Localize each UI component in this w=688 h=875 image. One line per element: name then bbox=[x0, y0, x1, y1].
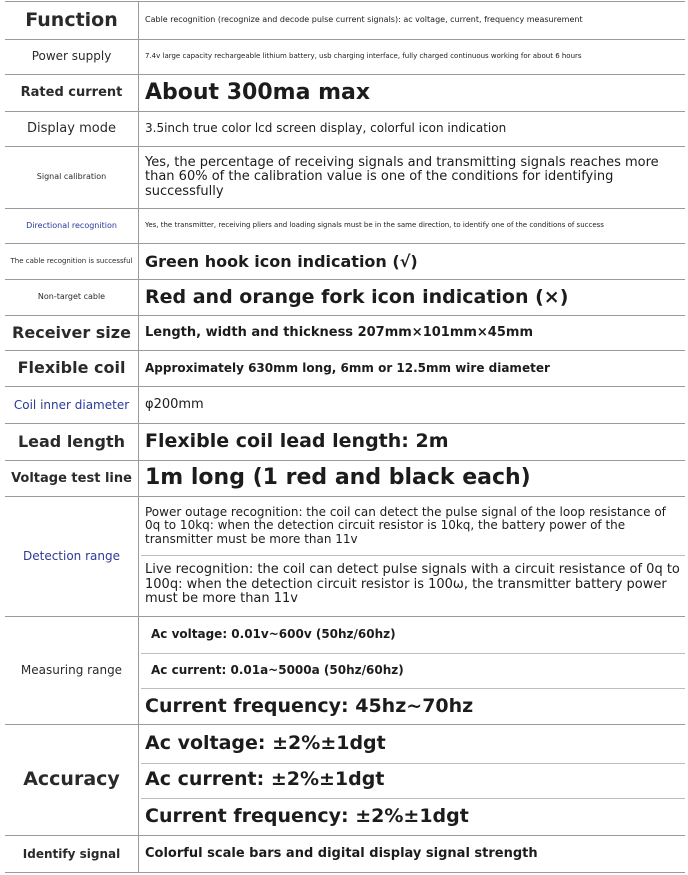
value-identify-signal: Colorful scale bars and digital display signal strength bbox=[145, 845, 538, 861]
row-receiver-size bbox=[5, 316, 685, 351]
row-flexible-coil bbox=[5, 351, 685, 387]
divider bbox=[141, 555, 685, 556]
label-function: Function bbox=[5, 2, 139, 39]
label-accuracy: Accuracy bbox=[5, 725, 139, 835]
row-power-supply bbox=[5, 39, 685, 75]
label-coil-inner-diameter: Coil inner diameter bbox=[5, 387, 139, 423]
label-signal-calibration: Signal calibration bbox=[5, 147, 139, 208]
row-accuracy bbox=[5, 725, 685, 836]
row-measuring-range bbox=[5, 617, 685, 725]
row-coil-inner-diameter bbox=[5, 387, 685, 424]
row-lead-length bbox=[5, 424, 685, 461]
measuring-ac-voltage: Ac voltage: 0.01v~600v (50hz/60hz) bbox=[151, 627, 396, 642]
value-receiver-size: Length, width and thickness 207mm×101mm×45mm bbox=[145, 324, 533, 340]
label-detection-range: Detection range bbox=[5, 497, 139, 616]
row-display-mode bbox=[5, 112, 685, 147]
value-function: Cable recognition (recognize and decode pulse current signals): ac voltage, current, frequency measurement bbox=[145, 15, 583, 25]
label-lead-length: Lead length bbox=[5, 424, 139, 460]
row-non-target-cable bbox=[5, 280, 685, 316]
value-rated-current: About 300ma max bbox=[145, 79, 371, 105]
label-power-supply: Power supply bbox=[5, 39, 139, 74]
label-flexible-coil: Flexible coil bbox=[5, 351, 139, 386]
label-measuring-range: Measuring range bbox=[5, 617, 139, 724]
label-rated-current: Rated current bbox=[5, 75, 139, 111]
value-directional-recognition: Yes, the transmitter, receiving pliers and loading signals must be in the same direction, to identify one of the conditions of success bbox=[145, 221, 604, 230]
label-identify-signal: Identify signal bbox=[5, 836, 139, 872]
row-identify-signal bbox=[5, 836, 685, 873]
label-receiver-size: Receiver size bbox=[5, 316, 139, 350]
accuracy-ac-voltage: Ac voltage: ±2%±1dgt bbox=[145, 732, 386, 755]
row-directional-recognition bbox=[5, 209, 685, 244]
row-rated-current bbox=[5, 75, 685, 112]
row-cable-recognition-success bbox=[5, 244, 685, 280]
measuring-ac-current: Ac current: 0.01a~5000a (50hz/60hz) bbox=[151, 663, 404, 678]
accuracy-ac-current: Ac current: ±2%±1dgt bbox=[145, 768, 385, 791]
accuracy-current-frequency: Current frequency: ±2%±1dgt bbox=[145, 805, 469, 828]
row-voltage-test-line bbox=[5, 461, 685, 497]
row-detection-range bbox=[5, 497, 685, 617]
value-display-mode: 3.5inch true color lcd screen display, colorful icon indication bbox=[145, 121, 507, 136]
label-directional-recognition: Directional recognition bbox=[5, 209, 139, 243]
row-signal-calibration bbox=[5, 147, 685, 209]
value-lead-length: Flexible coil lead length: 2m bbox=[145, 430, 449, 453]
detection-range-live: Live recognition: the coil can detect pulse signals with a circuit resistance of 0q to 100q: when the detection circuit resistor is 100ω, the transmitter battery power must be more than 11v bbox=[145, 562, 680, 607]
label-display-mode: Display mode bbox=[5, 112, 139, 146]
label-non-target-cable: Non-target cable bbox=[5, 280, 139, 315]
value-cable-recognition-success: Green hook icon indication (√) bbox=[145, 251, 418, 271]
label-voltage-test-line: Voltage test line bbox=[5, 461, 139, 496]
value-coil-inner-diameter: φ200mm bbox=[145, 396, 204, 412]
spec-table bbox=[5, 0, 685, 875]
row-function bbox=[5, 1, 685, 40]
detection-range-power-outage: Power outage recognition: the coil can detect the pulse signal of the loop resistance of 0q to 10kq: when the detection circuit resistor is 10kq, the battery power of the transmitter must be more than 11v bbox=[145, 504, 666, 546]
value-signal-calibration: Yes, the percentage of receiving signals and transmitting signals reaches more than 60% of the calibration value is one of the conditions for identifying successfully bbox=[145, 154, 659, 199]
value-non-target-cable: Red and orange fork icon indication (×) bbox=[145, 285, 569, 308]
value-flexible-coil: Approximately 630mm long, 6mm or 12.5mm wire diameter bbox=[145, 360, 550, 375]
value-voltage-test-line: 1m long (1 red and black each) bbox=[145, 465, 531, 491]
value-power-supply: 7.4v large capacity rechargeable lithium battery, usb charging interface, fully charged continuous working for about 6 hours bbox=[145, 51, 582, 60]
label-cable-recognition-success: The cable recognition is successful bbox=[5, 244, 139, 279]
measuring-current-frequency: Current frequency: 45hz~70hz bbox=[145, 694, 474, 717]
